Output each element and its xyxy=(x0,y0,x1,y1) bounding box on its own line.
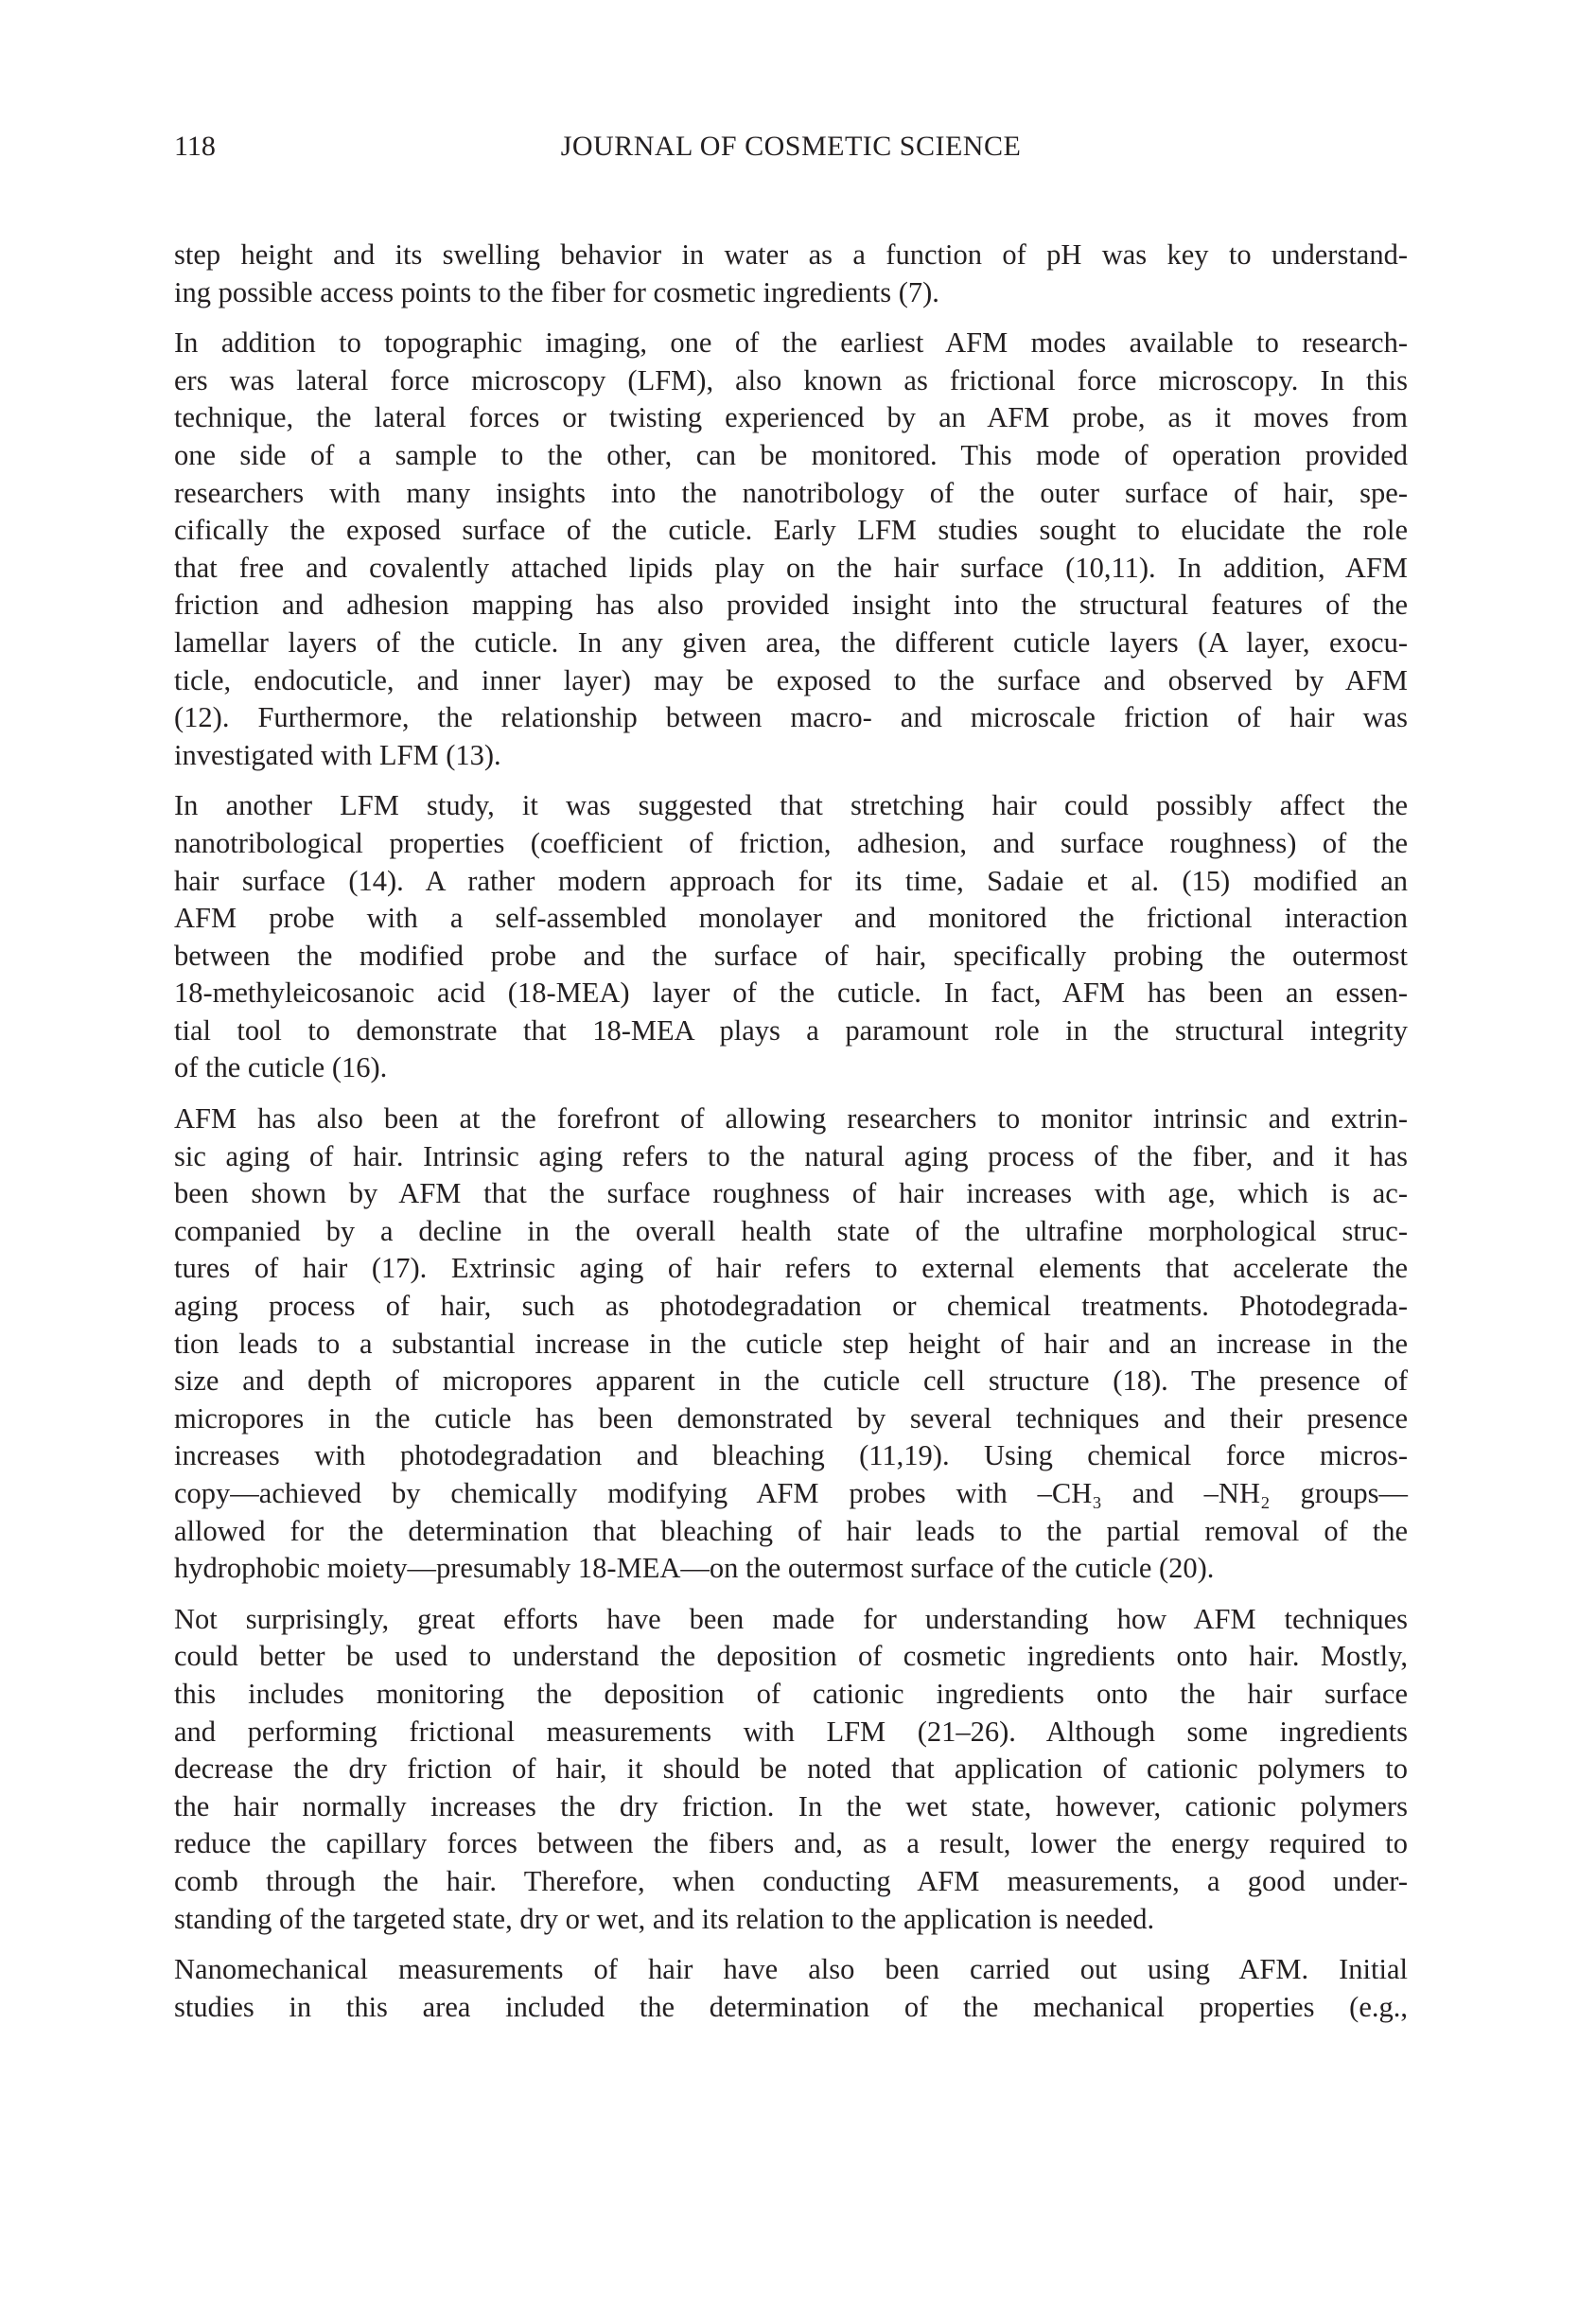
text-line: friction and adhesion mapping has also provided insight into the structural features of the xyxy=(174,589,1408,622)
running-head-journal-title: JOURNAL OF COSMETIC SCIENCE xyxy=(560,131,1022,162)
text-line: standing of the targeted state, dry or wet, and its relation to the application is needed. xyxy=(174,1902,1155,1935)
text-line: investigated with LFM (13). xyxy=(174,738,501,771)
text-line: ticle, endocuticle, and inner layer) may be exposed to the surface and observed by AFM xyxy=(174,663,1408,696)
body-text xyxy=(174,237,1408,2039)
paragraph xyxy=(174,1601,1408,1938)
text-line: reduce the capillary forces between the fibers and, as a result, lower the energy required to xyxy=(174,1827,1408,1860)
text-line: comb through the hair. Therefore, when conducting AFM measurements, a good under- xyxy=(174,1864,1408,1897)
text-line: decrease the dry friction of hair, it should be noted that application of cationic polymers to xyxy=(174,1752,1408,1786)
text-line: Not surprisingly, great efforts have been made for understanding how AFM techniques xyxy=(174,1602,1408,1635)
text-line: cifically the exposed surface of the cuticle. Early LFM studies sought to elucidate the role xyxy=(174,514,1408,547)
paragraph xyxy=(174,1951,1408,2026)
text-line: increases with photodegradation and bleaching (11,19). Using chemical force micros- xyxy=(174,1439,1408,1472)
text-line: tures of hair (17). Extrinsic aging of hair refers to external elements that accelerate the xyxy=(174,1252,1408,1285)
text-line: that free and covalently attached lipids play on the hair surface (10,11). In addition, AFM xyxy=(174,551,1408,584)
text-line: sic aging of hair. Intrinsic aging refers to the natural aging process of the fiber, and it has xyxy=(174,1139,1408,1172)
text-line: step height and its swelling behavior in water as a function of pH was key to understand- xyxy=(174,238,1408,271)
text-line: technique, the lateral forces or twisting experienced by an AFM probe, as it moves from xyxy=(174,401,1408,434)
paragraph xyxy=(174,787,1408,1087)
text-line: allowed for the determination that bleaching of hair leads to the partial removal of the xyxy=(174,1514,1408,1547)
text-line: 18-methyleicosanoic acid (18-MEA) layer of the cuticle. In fact, AFM has been an essen- xyxy=(174,977,1408,1010)
text-line: lamellar layers of the cuticle. In any given area, the different cuticle layers (A layer, exocu- xyxy=(174,625,1408,659)
text-line: AFM has also been at the forefront of allowing researchers to monitor intrinsic and extrin- xyxy=(174,1102,1408,1135)
text-line: studies in this area included the determination of the mechanical properties (e.g., xyxy=(174,1990,1408,2023)
paragraph xyxy=(174,237,1408,311)
text-line: and performing frictional measurements with LFM (21–26). Although some ingredients xyxy=(174,1715,1408,1748)
text-line: aging process of hair, such as photodegradation or chemical treatments. Photodegrada- xyxy=(174,1290,1408,1323)
text-line: tial tool to demonstrate that 18-MEA plays a paramount role in the structural integrity xyxy=(174,1013,1408,1047)
text-line: hydrophobic moiety—presumably 18-MEA—on the outermost surface of the cuticle (20). xyxy=(174,1552,1215,1585)
text-line: the hair normally increases the dry friction. In the wet state, however, cationic polymers xyxy=(174,1789,1408,1822)
text-line: In another LFM study, it was suggested that stretching hair could possibly affect the xyxy=(174,789,1408,822)
text-line: copy—achieved by chemically modifying AFM probes with –CH₃ and –NH₂ groups— xyxy=(174,1477,1408,1509)
text-line: (12). Furthermore, the relationship between macro- and microscale friction of hair was xyxy=(174,701,1408,734)
text-line: In addition to topographic imaging, one of the earliest AFM modes available to research- xyxy=(174,326,1408,360)
text-line: ing possible access points to the fiber for cosmetic ingredients (7). xyxy=(174,275,939,308)
text-line: ers was lateral force microscopy (LFM), also known as frictional force microscopy. In this xyxy=(174,363,1408,396)
text-line: researchers with many insights into the nanotribology of the outer surface of hair, spe- xyxy=(174,476,1408,509)
text-line: of the cuticle (16). xyxy=(174,1051,388,1084)
text-line: hair surface (14). A rather modern approach for its time, Sadaie et al. (15) modified an xyxy=(174,864,1408,897)
text-line: tion leads to a substantial increase in the cuticle step height of hair and an increase in the xyxy=(174,1327,1408,1360)
text-line: AFM probe with a self-assembled monolayer and monitored the frictional interaction xyxy=(174,902,1408,935)
text-line: micropores in the cuticle has been demonstrated by several techniques and their presence xyxy=(174,1401,1408,1435)
text-line: nanotribological properties (coefficient of friction, adhesion, and surface roughness) of the xyxy=(174,826,1408,859)
text-line: one side of a sample to the other, can be monitored. This mode of operation provided xyxy=(174,438,1408,471)
page-header xyxy=(174,128,1408,166)
text-line: this includes monitoring the deposition of cationic ingredients onto the hair surface xyxy=(174,1677,1408,1710)
text-line: could better be used to understand the deposition of cosmetic ingredients onto hair. Mostly, xyxy=(174,1640,1408,1673)
text-line: companied by a decline in the overall health state of the ultrafine morphological struc- xyxy=(174,1214,1408,1247)
text-line: size and depth of micropores apparent in the cuticle cell structure (18). The presence of xyxy=(174,1364,1408,1398)
page-number: 118 xyxy=(174,131,216,162)
paragraph xyxy=(174,1100,1408,1588)
paragraph xyxy=(174,325,1408,774)
text-line: Nanomechanical measurements of hair have also been carried out using AFM. Initial xyxy=(174,1953,1408,1986)
text-line: between the modified probe and the surface of hair, specifically probing the outermost xyxy=(174,939,1408,972)
text-line: been shown by AFM that the surface roughness of hair increases with age, which is ac- xyxy=(174,1177,1408,1210)
